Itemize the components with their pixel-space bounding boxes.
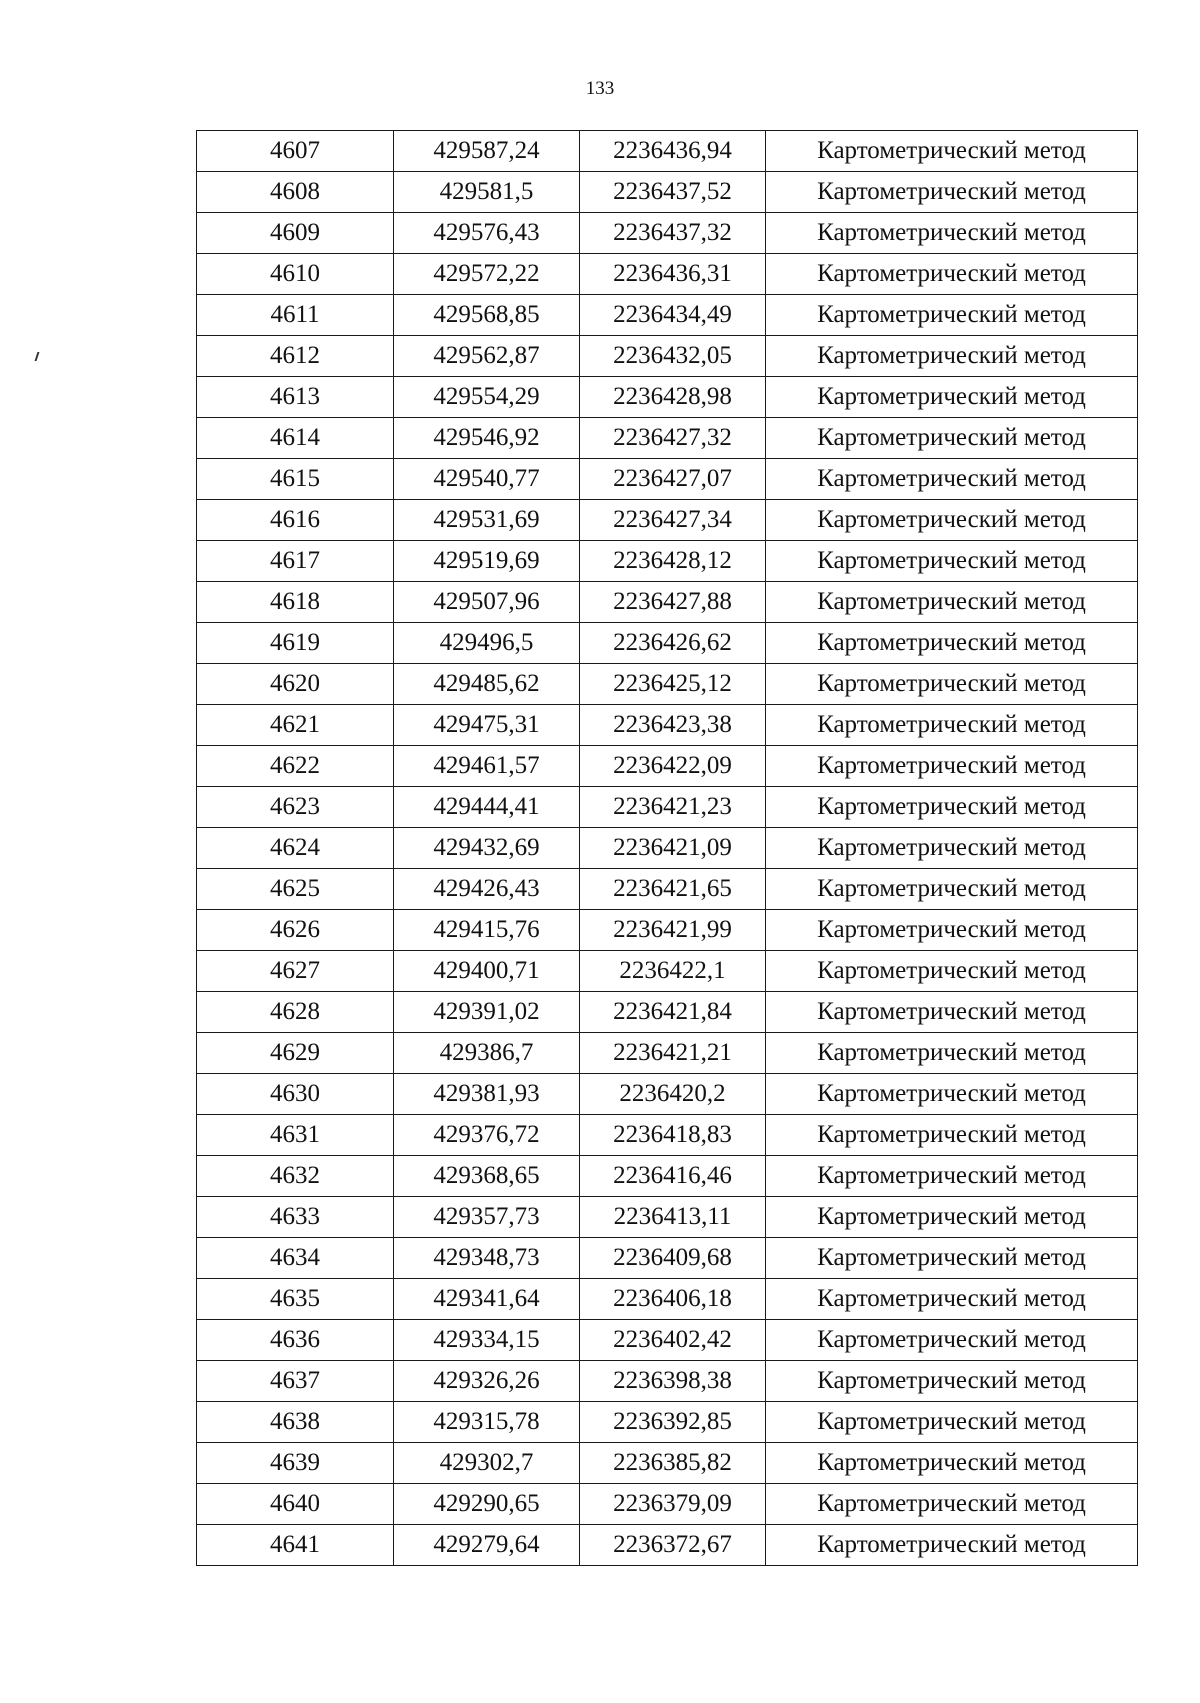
x-coordinate-cell: 429572,22 [394, 254, 580, 295]
y-coordinate-cell: 2236421,65 [580, 869, 766, 910]
x-coordinate-cell: 429290,65 [394, 1484, 580, 1525]
y-coordinate-cell: 2236428,98 [580, 377, 766, 418]
y-coordinate-cell: 2236385,82 [580, 1443, 766, 1484]
table-row [197, 377, 1138, 418]
method-cell: Картометрический метод [766, 1484, 1138, 1525]
y-coordinate-cell: 2236437,32 [580, 213, 766, 254]
y-coordinate-cell: 2236422,09 [580, 746, 766, 787]
table-row [197, 746, 1138, 787]
method-cell: Картометрический метод [766, 1525, 1138, 1566]
method-cell: Картометрический метод [766, 418, 1138, 459]
method-cell: Картометрический метод [766, 1443, 1138, 1484]
y-coordinate-cell: 2236418,83 [580, 1115, 766, 1156]
method-cell: Картометрический метод [766, 869, 1138, 910]
coordinates-table [196, 130, 1138, 1566]
y-coordinate-cell: 2236427,34 [580, 500, 766, 541]
method-cell: Картометрический метод [766, 1197, 1138, 1238]
x-coordinate-cell: 429485,62 [394, 664, 580, 705]
table-row [197, 869, 1138, 910]
point-number-cell: 4609 [197, 213, 394, 254]
method-cell: Картометрический метод [766, 254, 1138, 295]
x-coordinate-cell: 429444,41 [394, 787, 580, 828]
x-coordinate-cell: 429326,26 [394, 1361, 580, 1402]
point-number-cell: 4620 [197, 664, 394, 705]
table-row [197, 1484, 1138, 1525]
x-coordinate-cell: 429554,29 [394, 377, 580, 418]
y-coordinate-cell: 2236421,23 [580, 787, 766, 828]
y-coordinate-cell: 2236436,94 [580, 131, 766, 172]
y-coordinate-cell: 2236372,67 [580, 1525, 766, 1566]
point-number-cell: 4627 [197, 951, 394, 992]
table-row [197, 254, 1138, 295]
scan-artifact-mark [35, 352, 40, 361]
point-number-cell: 4633 [197, 1197, 394, 1238]
point-number-cell: 4622 [197, 746, 394, 787]
table-row [197, 623, 1138, 664]
y-coordinate-cell: 2236432,05 [580, 336, 766, 377]
method-cell: Картометрический метод [766, 1156, 1138, 1197]
y-coordinate-cell: 2236413,11 [580, 1197, 766, 1238]
point-number-cell: 4625 [197, 869, 394, 910]
table-row [197, 1238, 1138, 1279]
y-coordinate-cell: 2236402,42 [580, 1320, 766, 1361]
x-coordinate-cell: 429426,43 [394, 869, 580, 910]
point-number-cell: 4614 [197, 418, 394, 459]
method-cell: Картометрический метод [766, 377, 1138, 418]
point-number-cell: 4630 [197, 1074, 394, 1115]
table-row [197, 1361, 1138, 1402]
table-row [197, 541, 1138, 582]
method-cell: Картометрический метод [766, 295, 1138, 336]
method-cell: Картометрический метод [766, 910, 1138, 951]
table-row [197, 1443, 1138, 1484]
y-coordinate-cell: 2236398,38 [580, 1361, 766, 1402]
point-number-cell: 4624 [197, 828, 394, 869]
table-row [197, 951, 1138, 992]
y-coordinate-cell: 2236406,18 [580, 1279, 766, 1320]
method-cell: Картометрический метод [766, 500, 1138, 541]
table-row [197, 705, 1138, 746]
table-row [197, 582, 1138, 623]
x-coordinate-cell: 429376,72 [394, 1115, 580, 1156]
table-row [197, 664, 1138, 705]
point-number-cell: 4637 [197, 1361, 394, 1402]
method-cell: Картометрический метод [766, 1402, 1138, 1443]
point-number-cell: 4626 [197, 910, 394, 951]
table-row [197, 1033, 1138, 1074]
point-number-cell: 4615 [197, 459, 394, 500]
x-coordinate-cell: 429587,24 [394, 131, 580, 172]
x-coordinate-cell: 429334,15 [394, 1320, 580, 1361]
method-cell: Картометрический метод [766, 582, 1138, 623]
y-coordinate-cell: 2236425,12 [580, 664, 766, 705]
method-cell: Картометрический метод [766, 746, 1138, 787]
method-cell: Картометрический метод [766, 828, 1138, 869]
y-coordinate-cell: 2236420,2 [580, 1074, 766, 1115]
point-number-cell: 4629 [197, 1033, 394, 1074]
table-row [197, 1402, 1138, 1443]
coordinates-table-body [197, 131, 1138, 1566]
x-coordinate-cell: 429519,69 [394, 541, 580, 582]
method-cell: Картометрический метод [766, 1033, 1138, 1074]
method-cell: Картометрический метод [766, 951, 1138, 992]
point-number-cell: 4608 [197, 172, 394, 213]
point-number-cell: 4612 [197, 336, 394, 377]
table-row [197, 500, 1138, 541]
table-row [197, 213, 1138, 254]
x-coordinate-cell: 429496,5 [394, 623, 580, 664]
method-cell: Картометрический метод [766, 1279, 1138, 1320]
method-cell: Картометрический метод [766, 992, 1138, 1033]
x-coordinate-cell: 429386,7 [394, 1033, 580, 1074]
y-coordinate-cell: 2236428,12 [580, 541, 766, 582]
table-row [197, 1279, 1138, 1320]
x-coordinate-cell: 429415,76 [394, 910, 580, 951]
point-number-cell: 4621 [197, 705, 394, 746]
point-number-cell: 4607 [197, 131, 394, 172]
table-row [197, 418, 1138, 459]
y-coordinate-cell: 2236427,32 [580, 418, 766, 459]
method-cell: Картометрический метод [766, 664, 1138, 705]
x-coordinate-cell: 429576,43 [394, 213, 580, 254]
method-cell: Картометрический метод [766, 1115, 1138, 1156]
page-number: 133 [585, 78, 615, 99]
method-cell: Картометрический метод [766, 1074, 1138, 1115]
point-number-cell: 4610 [197, 254, 394, 295]
method-cell: Картометрический метод [766, 541, 1138, 582]
x-coordinate-cell: 429581,5 [394, 172, 580, 213]
point-number-cell: 4634 [197, 1238, 394, 1279]
method-cell: Картометрический метод [766, 705, 1138, 746]
point-number-cell: 4618 [197, 582, 394, 623]
point-number-cell: 4631 [197, 1115, 394, 1156]
method-cell: Картометрический метод [766, 213, 1138, 254]
table-row [197, 131, 1138, 172]
y-coordinate-cell: 2236421,84 [580, 992, 766, 1033]
x-coordinate-cell: 429357,73 [394, 1197, 580, 1238]
method-cell: Картометрический метод [766, 1320, 1138, 1361]
method-cell: Картометрический метод [766, 172, 1138, 213]
point-number-cell: 4617 [197, 541, 394, 582]
y-coordinate-cell: 2236434,49 [580, 295, 766, 336]
y-coordinate-cell: 2236437,52 [580, 172, 766, 213]
point-number-cell: 4632 [197, 1156, 394, 1197]
x-coordinate-cell: 429432,69 [394, 828, 580, 869]
x-coordinate-cell: 429315,78 [394, 1402, 580, 1443]
table-row [197, 828, 1138, 869]
point-number-cell: 4635 [197, 1279, 394, 1320]
y-coordinate-cell: 2236427,88 [580, 582, 766, 623]
x-coordinate-cell: 429475,31 [394, 705, 580, 746]
y-coordinate-cell: 2236422,1 [580, 951, 766, 992]
y-coordinate-cell: 2236421,21 [580, 1033, 766, 1074]
method-cell: Картометрический метод [766, 1238, 1138, 1279]
method-cell: Картометрический метод [766, 787, 1138, 828]
y-coordinate-cell: 2236436,31 [580, 254, 766, 295]
point-number-cell: 4623 [197, 787, 394, 828]
point-number-cell: 4641 [197, 1525, 394, 1566]
point-number-cell: 4636 [197, 1320, 394, 1361]
x-coordinate-cell: 429507,96 [394, 582, 580, 623]
x-coordinate-cell: 429400,71 [394, 951, 580, 992]
x-coordinate-cell: 429391,02 [394, 992, 580, 1033]
table-row [197, 459, 1138, 500]
method-cell: Картометрический метод [766, 459, 1138, 500]
point-number-cell: 4628 [197, 992, 394, 1033]
table-row [197, 295, 1138, 336]
point-number-cell: 4638 [197, 1402, 394, 1443]
y-coordinate-cell: 2236421,99 [580, 910, 766, 951]
method-cell: Картометрический метод [766, 1361, 1138, 1402]
table-row [197, 1074, 1138, 1115]
table-row [197, 1115, 1138, 1156]
table-row [197, 1197, 1138, 1238]
table-row [197, 1525, 1138, 1566]
point-number-cell: 4611 [197, 295, 394, 336]
y-coordinate-cell: 2236379,09 [580, 1484, 766, 1525]
point-number-cell: 4639 [197, 1443, 394, 1484]
y-coordinate-cell: 2236427,07 [580, 459, 766, 500]
method-cell: Картометрический метод [766, 131, 1138, 172]
y-coordinate-cell: 2236392,85 [580, 1402, 766, 1443]
x-coordinate-cell: 429279,64 [394, 1525, 580, 1566]
point-number-cell: 4640 [197, 1484, 394, 1525]
y-coordinate-cell: 2236423,38 [580, 705, 766, 746]
table-row [197, 787, 1138, 828]
x-coordinate-cell: 429562,87 [394, 336, 580, 377]
x-coordinate-cell: 429461,57 [394, 746, 580, 787]
table-row [197, 336, 1138, 377]
x-coordinate-cell: 429368,65 [394, 1156, 580, 1197]
table-row [197, 992, 1138, 1033]
y-coordinate-cell: 2236409,68 [580, 1238, 766, 1279]
x-coordinate-cell: 429568,85 [394, 295, 580, 336]
point-number-cell: 4619 [197, 623, 394, 664]
x-coordinate-cell: 429381,93 [394, 1074, 580, 1115]
point-number-cell: 4616 [197, 500, 394, 541]
x-coordinate-cell: 429531,69 [394, 500, 580, 541]
x-coordinate-cell: 429546,92 [394, 418, 580, 459]
method-cell: Картометрический метод [766, 336, 1138, 377]
x-coordinate-cell: 429348,73 [394, 1238, 580, 1279]
table-row [197, 1156, 1138, 1197]
y-coordinate-cell: 2236426,62 [580, 623, 766, 664]
x-coordinate-cell: 429302,7 [394, 1443, 580, 1484]
method-cell: Картометрический метод [766, 623, 1138, 664]
table-row [197, 1320, 1138, 1361]
x-coordinate-cell: 429540,77 [394, 459, 580, 500]
x-coordinate-cell: 429341,64 [394, 1279, 580, 1320]
y-coordinate-cell: 2236416,46 [580, 1156, 766, 1197]
y-coordinate-cell: 2236421,09 [580, 828, 766, 869]
table-row [197, 172, 1138, 213]
table-row [197, 910, 1138, 951]
point-number-cell: 4613 [197, 377, 394, 418]
